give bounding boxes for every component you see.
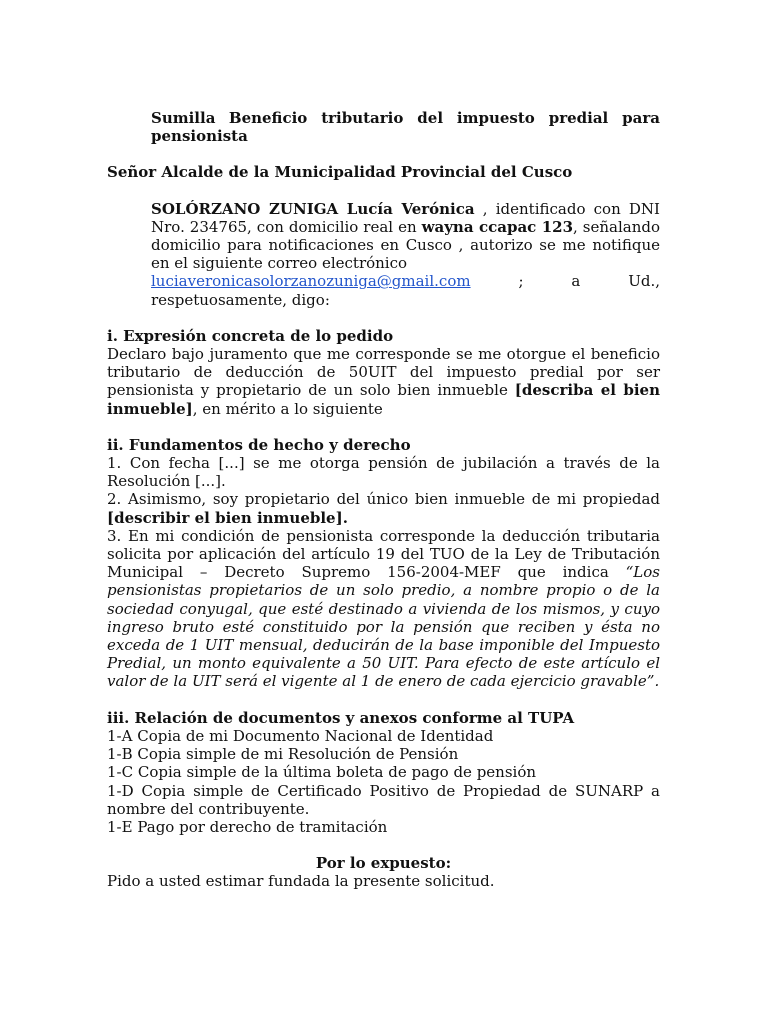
- section2-item-3-text: 3. En mi condición de pensionista corresponde la deducción tributaria solicita por aplicación del artículo 19 del TUO de la Ley de Tributación Municipal – Decreto Supremo 156-2004-MEF que indica: [107, 526, 660, 582]
- intro-text-1: , identificado con DNI Nro. 234765, con domicilio real en: [151, 199, 660, 236]
- intro-paragraph: [151, 200, 660, 309]
- intro-text-4: respetuosamente, digo:: [151, 290, 330, 309]
- intro-text-2: , señalando domicilio para notificaciones en Cusco , autorizo se me notifique en el siguiente correo electrónico: [151, 217, 660, 273]
- law-quote: “Los pensionistas propietarios de un solo predio, a nombre propio o de la sociedad conyugal, que esté destinado a vivienda de los mismos, y cuyo ingreso bruto esté constituido por la pensión que reciben y ésta no exceda de 1 UIT mensual, deducirán de la base imponible del Impuesto Predial, un monto equivalente a 50 UIT. Para efecto de este artículo el valor de la UIT será el vigente al 1 de enero de cada ejercicio gravable”.: [107, 563, 660, 691]
- applicant-name: SOLÓRZANO ZUNIGA Lucía Verónica: [151, 199, 475, 218]
- closing-heading: Por lo expuesto:: [315, 854, 452, 873]
- applicant-address: wayna ccapac 123: [421, 217, 574, 236]
- section1-paragraph: [107, 345, 660, 418]
- section2-heading: ii. Fundamentos de hecho y derecho: [107, 435, 411, 454]
- section2-item-2-text: 2. Asimismo, soy propietario del único bien inmueble de mi propiedad: [107, 490, 660, 509]
- annex-item: 1-D Copia simple de Certificado Positivo de Propiedad de SUNARP a nombre del contribuyente.: [107, 781, 660, 818]
- section2-item-1: 1. Con fecha [...] se me otorga pensión de jubilación a través de la Resolución [...].: [107, 454, 660, 491]
- section3-heading: iii. Relación de documentos y anexos conforme al TUPA: [107, 708, 575, 727]
- document-page: [107, 109, 660, 891]
- closing-text: Pido a usted estimar fundada la presente solicitud.: [107, 872, 495, 891]
- annex-item: 1-C Copia simple de la última boleta de pago de pensión: [107, 763, 537, 782]
- section2-item-2-placeholder: [describir el bien inmueble].: [107, 508, 348, 527]
- annex-list: [107, 727, 660, 836]
- intro-text-3: ; a Ud.,: [470, 272, 660, 291]
- email-link[interactable]: luciaveronicasolorzanozuniga@gmail.com: [151, 272, 471, 291]
- title-label: Sumilla: [151, 109, 216, 127]
- section1-heading: i. Expresión concreta de lo pedido: [107, 326, 394, 345]
- document-title: [151, 109, 660, 145]
- section2-item-3: [107, 527, 660, 691]
- title-text: Beneficio tributario del impuesto predial para pensionista: [151, 109, 660, 146]
- section1-tail: , en mérito a lo siguiente: [192, 399, 383, 418]
- annex-item: 1-A Copia de mi Documento Nacional de Identidad: [107, 726, 494, 745]
- annex-item: 1-E Pago por derecho de tramitación: [107, 817, 388, 836]
- annex-item: 1-B Copia simple de mi Resolución de Pensión: [107, 745, 459, 764]
- addressee: Señor Alcalde de la Municipalidad Provincial del Cusco: [107, 163, 573, 182]
- section1-placeholder: [describa el bien inmueble]: [107, 381, 660, 418]
- section2-item-2: [107, 490, 660, 526]
- section1-text: Declaro bajo juramento que me corresponde se me otorgue el beneficio tributario de deducción de 50UIT del impuesto predial por ser pensionista y propietario de un solo bien inmueble: [107, 345, 660, 400]
